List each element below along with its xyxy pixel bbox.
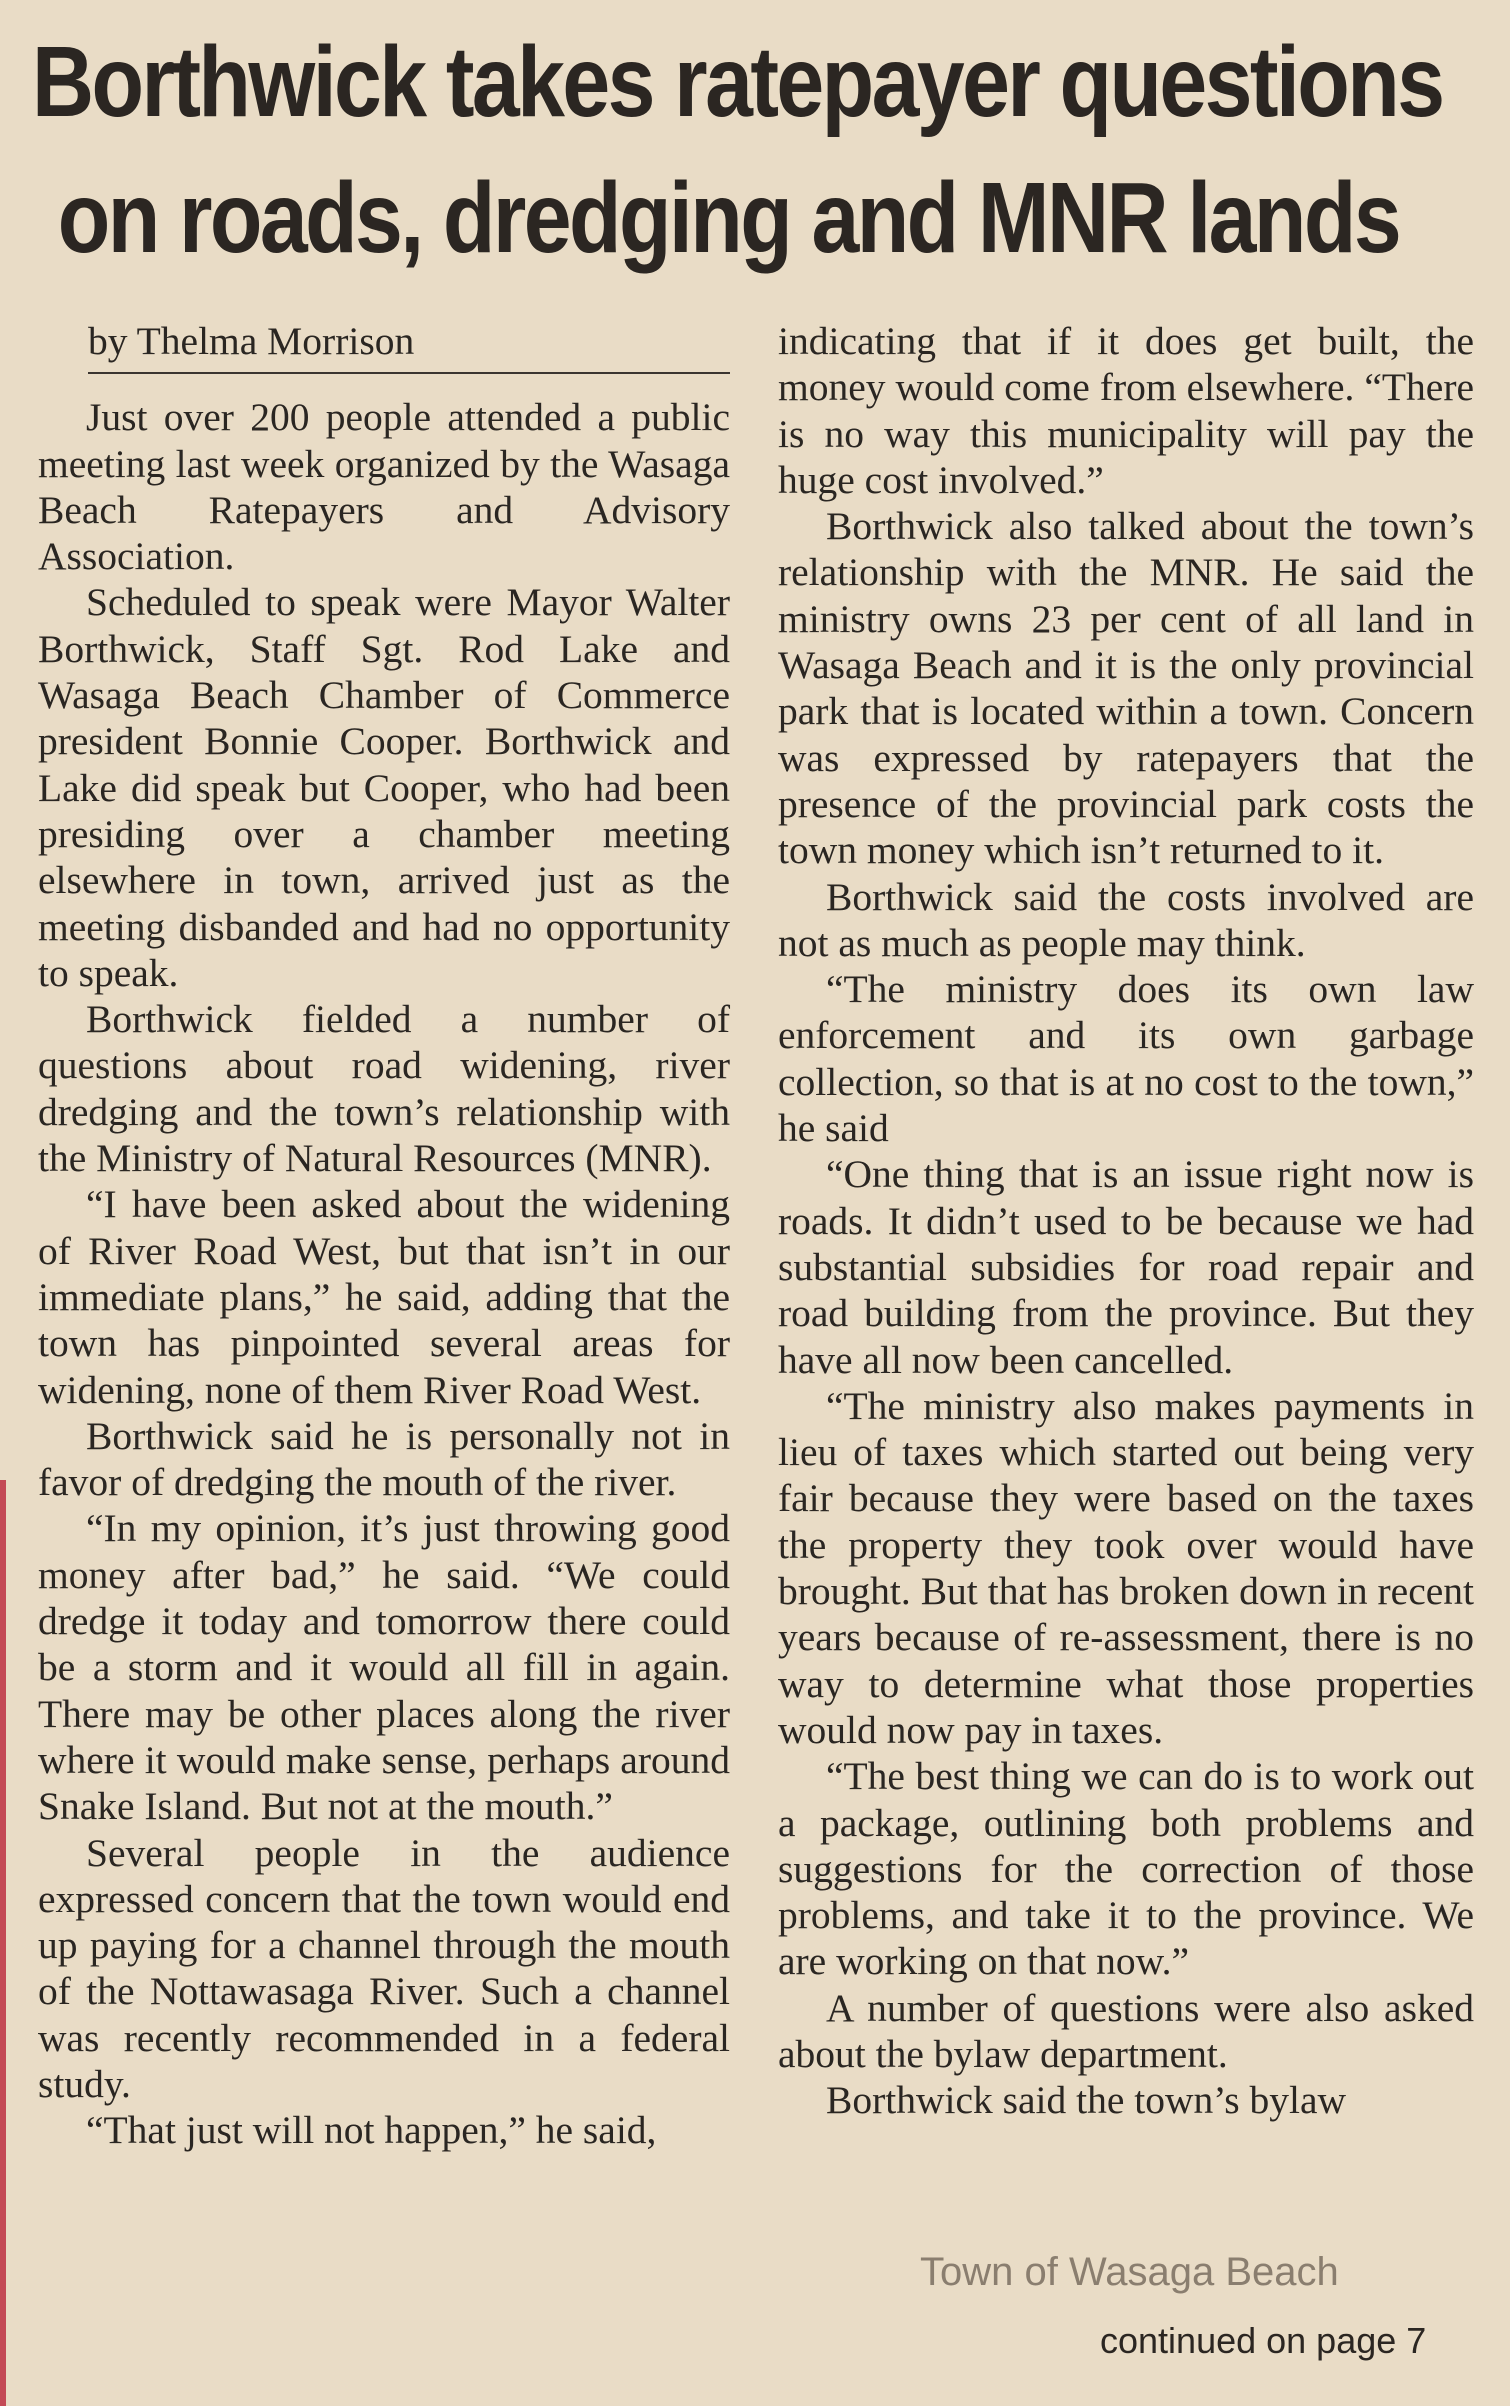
headline-line-1: Borthwick takes ratepayer questions <box>32 26 1443 138</box>
paragraph: “That just will not happen,” he said, <box>86 2108 657 2153</box>
paragraph: “One thing that is an issue right now is roads. It didn’t used to be because we had substantial subsidies for road repair and road building from the province. But they have all now been cancelled. <box>778 1152 1474 1382</box>
paragraph: indicating that if it does get built, the money would come from elsewhere. “There is no way this municipality will pay the huge cost involved.” <box>778 319 1474 502</box>
red-edge-strip <box>0 1480 6 2406</box>
continued-note: continued on page 7 <box>1100 2320 1427 2361</box>
paragraph: “In my opinion, it’s just throwing good money after bad,” he said. “We could dredge it today and tomorrow there could be a storm and it would all fill in again. There may be other places along the river where it would make sense, perhaps around Snake Island. But not at the mouth.” <box>38 1506 730 1829</box>
paragraph: A number of questions were also asked about the bylaw department. <box>778 1985 1474 2076</box>
paragraph: Scheduled to speak were Mayor Walter Borthwick, Staff Sgt. Rod Lake and Wasaga Beach Chamber of Commerce president Bonnie Cooper. Borthwick and Lake did speak but Cooper, who had been presiding over a chamber meeting elsewhere in town, arrived just as the meeting disbanded and had no opportunity to speak. <box>38 580 730 995</box>
paragraph: Borthwick fielded a number of questions about road widening, river dredging and the town’s relationship with the Ministry of Natural Resources (MNR). <box>38 997 730 1181</box>
headline-line-2: on roads, dredging and MNR lands <box>57 162 1400 274</box>
paragraph: “I have been asked about the widening of River Road West, but that isn’t in our immediate plans,” he said, adding that the town has pinpointed several areas for widening, none of them River Road West. <box>38 1182 730 1412</box>
paragraph: Just over 200 people attended a public meeting last week organized by the Wasaga Beach Ratepayers and Advisory Association. <box>38 395 730 579</box>
paragraph: “The ministry does its own law enforcement and its own garbage collection, so that is at no cost to the town,” he said <box>778 967 1474 1151</box>
paragraph: “The best thing we can do is to work out a package, outlining both problems and suggestions for the correction of those problems, and take it to the province. We are working on that now.” <box>778 1754 1474 1984</box>
paragraph: Several people in the audience expressed concern that the town would end up paying for a channel through the mouth of the Nottawasaga River. Such a channel was recently recommended in a federal study. <box>38 1830 730 2106</box>
paragraph: Borthwick also talked about the town’s relationship with the MNR. He said the ministry owns 23 per cent of all land in Wasaga Beach and it is the only provincial park that is located within a town. Concern was expressed by ratepayers that the presence of the provincial park costs the town money which isn’t returned to it. <box>778 504 1474 873</box>
left-column <box>38 318 730 2154</box>
headline <box>32 14 1494 286</box>
right-column <box>778 318 1474 2124</box>
paragraph: Borthwick said he is personally not in favor of dredging the mouth of the river. <box>38 1413 730 1505</box>
paragraph: Borthwick said the costs involved are not as much as people may think. <box>778 874 1474 965</box>
archive-watermark: Town of Wasaga Beach <box>920 2250 1339 2294</box>
byline: by Thelma Morrison <box>88 318 730 374</box>
paragraph: “The ministry also makes payments in lieu of taxes which started out being very fair because they were based on the taxes the property they took over would have brought. But that has broken down in recent years because of re-assessment, there is no way to determine what those properties would now pay in taxes. <box>778 1383 1474 1752</box>
paragraph: Borthwick said the town’s bylaw <box>826 2078 1347 2123</box>
